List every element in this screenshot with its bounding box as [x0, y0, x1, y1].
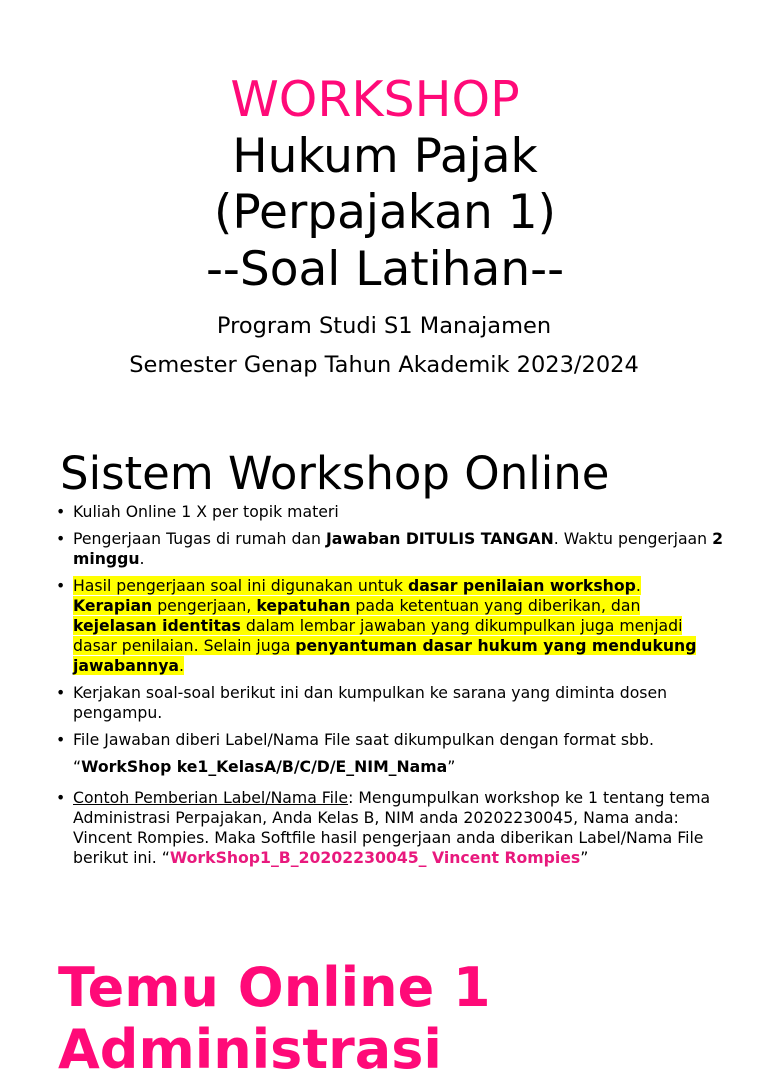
file-format: WorkShop ke1_KelasA/B/C/D/E_NIM_Nama: [81, 757, 448, 776]
bullet-text: dalam lembar jawaban yang dikumpulkan juga menjadi dasar penilaian. Selain juga: [73, 616, 683, 655]
bullet-text: . Waktu pengerjaan: [553, 529, 713, 548]
bullet-text: Kerjakan soal-soal berikut ini dan kumpulkan ke sarana yang diminta dosen pengampu.: [73, 683, 668, 722]
bullet-icon: •: [56, 576, 66, 595]
title-slide: [0, 0, 768, 410]
bullet-text: Kuliah Online 1 X per topik materi: [73, 502, 339, 521]
bullet-icon: •: [56, 788, 66, 807]
bullet-text: pengerjaan,: [152, 596, 257, 615]
bullet-text: File Jawaban diberi Label/Nama File saat dikumpulkan dengan format sbb.: [73, 730, 654, 749]
next-slide: [0, 930, 768, 1081]
bold-text: kepatuhan: [256, 596, 351, 615]
bold-text: penyantuman dasar hukum yang mendukung jawabannya: [73, 636, 697, 675]
format-line: [56, 757, 724, 777]
close-quote: ”: [447, 757, 456, 776]
list-item: [56, 529, 724, 569]
bold-text: Jawaban DITULIS TANGAN: [325, 529, 554, 548]
bullet-icon: •: [56, 529, 66, 548]
list-item-highlighted: [56, 576, 724, 676]
close-quote: ”: [580, 848, 589, 867]
bullet-text: .: [179, 656, 185, 675]
bullet-text: .: [635, 576, 641, 595]
slide-heading: Sistem Workshop Online: [60, 447, 610, 500]
subtitle-semester: Semester Genap Tahun Akademik 2023/2024: [129, 352, 639, 378]
next-slide-heading: Temu Online 1: [58, 956, 491, 1019]
bold-text: 2 minggu: [73, 529, 724, 568]
bullet-text: : Mengumpulkan workshop ke 1 tentang tema Administrasi Perpajakan, Anda Kelas B, NIM anda 20202230045, Nama anda: Vincent Rompies. Maka Softfile hasil pengerjaan anda diberikan Label/Nama File berikut ini.: [73, 788, 711, 867]
title-line-3: --Soal Latihan--: [205, 242, 565, 297]
bullet-text: Hasil pengerjaan soal ini digunakan untuk: [73, 576, 408, 595]
bold-text: Kerapian: [73, 596, 153, 615]
bullet-text: Pengerjaan Tugas di rumah dan: [73, 529, 326, 548]
example-filename: WorkShop1_B_20202230045_ Vincent Rompies: [169, 848, 581, 867]
title-line-1: Hukum Pajak: [232, 129, 538, 184]
bold-text: dasar penilaian workshop: [407, 576, 636, 595]
open-quote: “: [161, 848, 170, 867]
bullet-text: .: [139, 549, 145, 568]
example-label: Contoh Pemberian Label/Nama File: [73, 788, 349, 807]
open-quote: “: [73, 757, 82, 776]
bullet-text: pada ketentuan yang diberikan, dan: [350, 596, 641, 615]
bold-text: kejelasan identitas: [73, 616, 241, 635]
workshop-label: WORKSHOP: [230, 71, 520, 128]
list-item: [56, 788, 724, 868]
bullet-icon: •: [56, 502, 66, 521]
list-item: [56, 683, 724, 723]
info-slide: [0, 410, 768, 930]
bullet-list: [56, 502, 724, 875]
subtitle-program: Program Studi S1 Manajamen: [216, 313, 552, 339]
next-slide-heading-line2: Administrasi: [58, 1018, 442, 1081]
bullet-icon: •: [56, 730, 66, 749]
bullet-icon: •: [56, 683, 66, 702]
list-item: [56, 730, 724, 750]
title-line-2: (Perpajakan 1): [214, 185, 556, 240]
list-item: [56, 502, 724, 522]
